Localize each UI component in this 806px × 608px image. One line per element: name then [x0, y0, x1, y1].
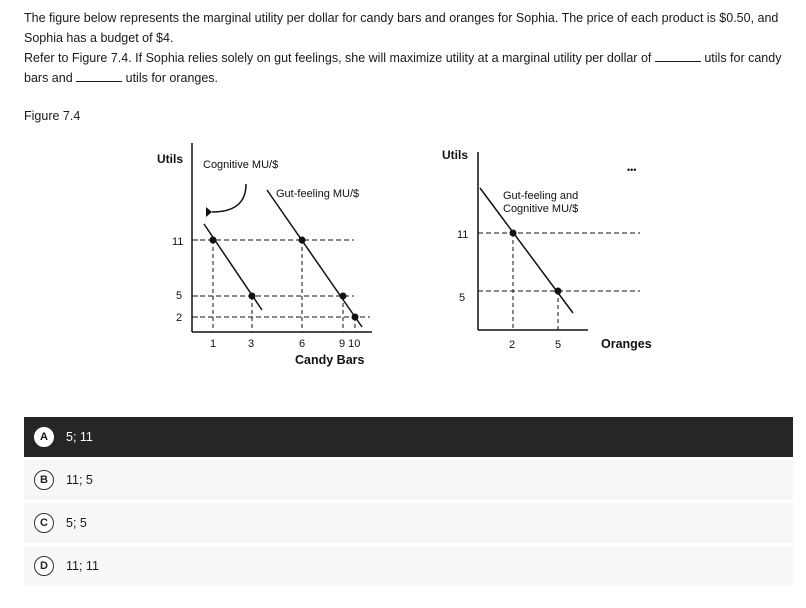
- candy-graph: [157, 143, 372, 367]
- candy-y-tick-2: 2: [176, 312, 183, 324]
- candy-point-gut-5: [340, 293, 347, 300]
- gut-feeling-label: Gut-feeling MU/$: [276, 188, 360, 200]
- question-line-1: The figure below represents the marginal utility per dollar for candy bars and oranges for Sophia. The price of each product is $0.50, and Sophia has a budget of $4.: [24, 11, 779, 45]
- oranges-y-tick-11: 11: [457, 229, 469, 241]
- option-a-letter: A: [34, 427, 54, 447]
- candy-point-gut-2: [352, 314, 359, 321]
- candy-y-tick-11: 11: [172, 236, 184, 248]
- cognitive-arrow-head: [206, 207, 212, 217]
- option-c-letter: C: [34, 513, 54, 533]
- question-part-1: Refer to Figure 7.4. If Sophia relies solely on gut feelings, she will maximize utility at a marginal utility per dollar of: [24, 51, 652, 65]
- oranges-graph: [442, 148, 652, 351]
- oranges-point-5: [555, 288, 562, 295]
- candy-x-tick-1: 1: [210, 338, 217, 350]
- oranges-point-11: [510, 230, 517, 237]
- oranges-label-line1: Gut-feeling and: [503, 190, 579, 202]
- option-d-letter: D: [34, 556, 54, 576]
- option-c[interactable]: [24, 503, 793, 543]
- figure-svg: [140, 138, 680, 378]
- oranges-x-label: Oranges: [601, 337, 652, 351]
- oranges-label-line2: Cognitive MU/$: [503, 203, 579, 215]
- option-b-text: 11; 5: [66, 473, 93, 487]
- option-a[interactable]: [24, 417, 793, 457]
- option-d[interactable]: [24, 546, 793, 586]
- blank-candy: [655, 51, 701, 62]
- cognitive-label: Cognitive MU/$: [203, 159, 279, 171]
- candy-y-label: Utils: [157, 152, 184, 166]
- more-icon[interactable]: •••: [627, 165, 637, 175]
- gut-feeling-mu-line: [267, 190, 362, 327]
- cognitive-arrow: [212, 184, 246, 212]
- candy-point-cognitive-5: [249, 293, 256, 300]
- option-c-text: 5; 5: [66, 516, 87, 530]
- oranges-x-tick-2: 2: [509, 339, 516, 351]
- blank-oranges: [76, 71, 122, 82]
- candy-x-tick-3: 3: [248, 338, 255, 350]
- oranges-x-tick-5: 5: [555, 339, 562, 351]
- figure-caption: Figure 7.4: [24, 109, 81, 123]
- candy-x-tick-6: 6: [299, 338, 306, 350]
- candy-point-gut-11: [299, 237, 306, 244]
- question-part-3: utils for oranges.: [125, 71, 219, 85]
- question-line-2: [24, 48, 800, 88]
- option-d-text: 11; 11: [66, 559, 99, 573]
- question-text: [24, 8, 800, 88]
- candy-point-cognitive-11: [210, 237, 217, 244]
- candy-y-tick-5: 5: [176, 290, 183, 302]
- question-part-2: utils for candy bars and: [24, 51, 782, 85]
- candy-x-label: Candy Bars: [295, 353, 365, 367]
- option-b[interactable]: [24, 460, 793, 500]
- oranges-y-label: Utils: [442, 148, 469, 162]
- oranges-y-tick-5: 5: [459, 292, 466, 304]
- candy-x-tick-9-10: 9 10: [339, 338, 361, 350]
- figure-7-4: [140, 138, 680, 383]
- option-b-letter: B: [34, 470, 54, 490]
- option-a-text: 5; 11: [66, 430, 93, 444]
